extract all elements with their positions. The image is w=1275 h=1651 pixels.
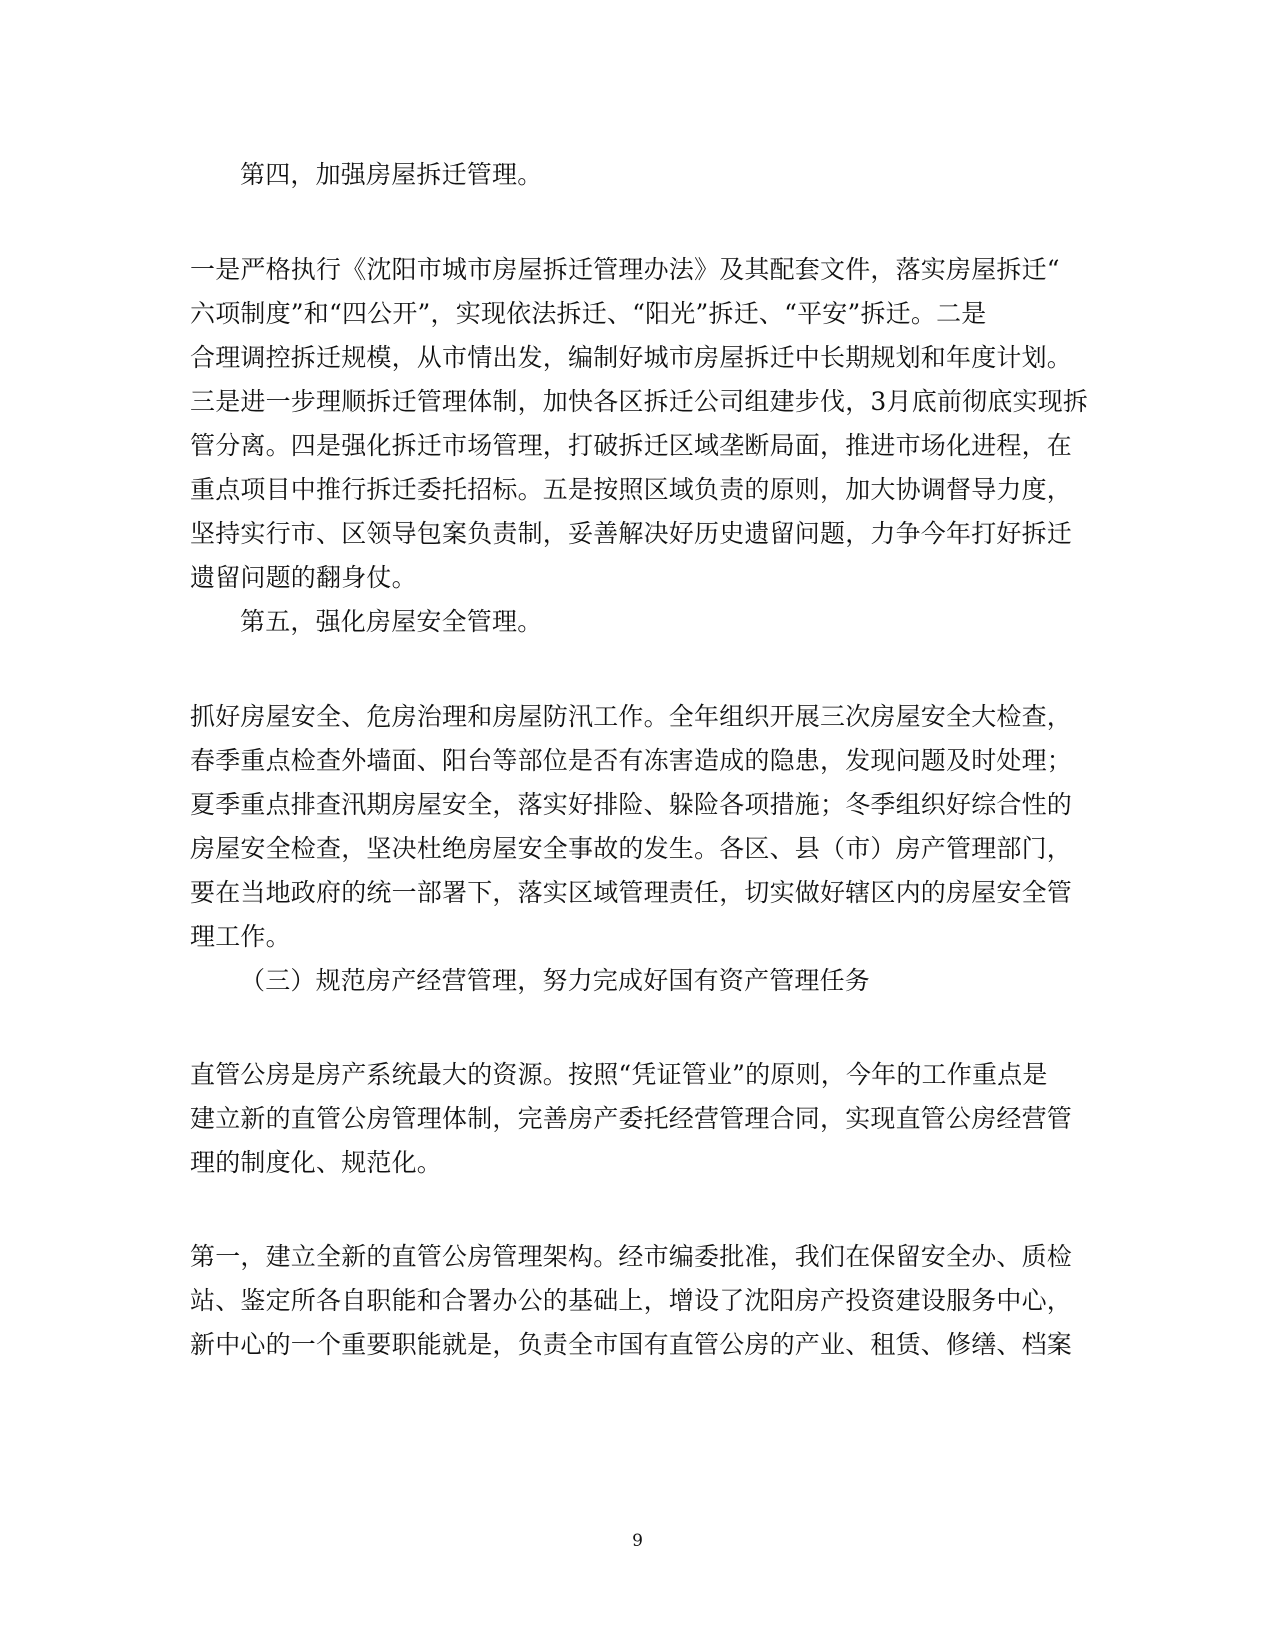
paragraph-line: 理工作。	[190, 922, 291, 951]
paragraph-line: 第一，建立全新的直管公房管理架构。经市编委批准，我们在保留安全办、质检	[190, 1242, 1073, 1271]
paragraph-line: 合理调控拆迁规模，从市情出发，编制好城市房屋拆迁中长期规划和年度计划。	[190, 343, 1073, 372]
paragraph-line: 六项制度”和“四公开”，实现依法拆迁、“阳光”拆迁、“平安”拆迁。二是	[190, 299, 987, 328]
paragraph-line: 管分离。四是强化拆迁市场管理，打破拆迁区域垄断局面，推进市场化进程，在	[190, 431, 1073, 460]
paragraph-line: 三是进一步理顺拆迁管理体制，加快各区拆迁公司组建步伐，3月底前彻底实现拆	[190, 387, 1089, 416]
paragraph-line: 坚持实行市、区领导包案负责制，妥善解决好历史遗留问题，力争今年打好拆迁	[190, 519, 1073, 548]
paragraph-line: 遗留问题的翻身仗。	[190, 563, 417, 592]
paragraph-line: 房屋安全检查，坚决杜绝房屋安全事故的发生。各区、县（市）房产管理部门，	[190, 834, 1073, 863]
heading-section-four: 第四，加强房屋拆迁管理。	[240, 160, 543, 189]
paragraph-line: 建立新的直管公房管理体制，完善房产委托经营管理合同，实现直管公房经营管	[190, 1104, 1073, 1133]
paragraph-line: 重点项目中推行拆迁委托招标。五是按照区域负责的原则，加大协调督导力度，	[190, 475, 1073, 504]
paragraph-line: 抓好房屋安全、危房治理和房屋防汛工作。全年组织开展三次房屋安全大检查，	[190, 702, 1073, 731]
paragraph-line: 要在当地政府的统一部署下，落实区域管理责任，切实做好辖区内的房屋安全管	[190, 878, 1073, 907]
paragraph-line: 新中心的一个重要职能就是，负责全市国有直管公房的产业、租赁、修缮、档案	[190, 1330, 1073, 1359]
paragraph-line: 春季重点检查外墙面、阳台等部位是否有冻害造成的隐患，发现问题及时处理；	[190, 746, 1073, 775]
page-number: 9	[632, 1531, 643, 1551]
paragraph-line: 站、鉴定所各自职能和合署办公的基础上，增设了沈阳房产投资建设服务中心，	[190, 1286, 1073, 1315]
paragraph-line: 直管公房是房产系统最大的资源。按照“凭证管业”的原则，今年的工作重点是	[190, 1060, 1048, 1089]
heading-subsection-three: （三）规范房产经营管理，努力完成好国有资产管理任务	[240, 966, 871, 995]
paragraph-line: 理的制度化、规范化。	[190, 1148, 443, 1177]
paragraph-line: 夏季重点排查汛期房屋安全，落实好排险、躲险各项措施；冬季组织好综合性的	[190, 790, 1073, 819]
heading-section-five: 第五，强化房屋安全管理。	[240, 607, 543, 636]
paragraph-line: 一是严格执行《沈阳市城市房屋拆迁管理办法》及其配套文件，落实房屋拆迁“	[190, 255, 1060, 284]
